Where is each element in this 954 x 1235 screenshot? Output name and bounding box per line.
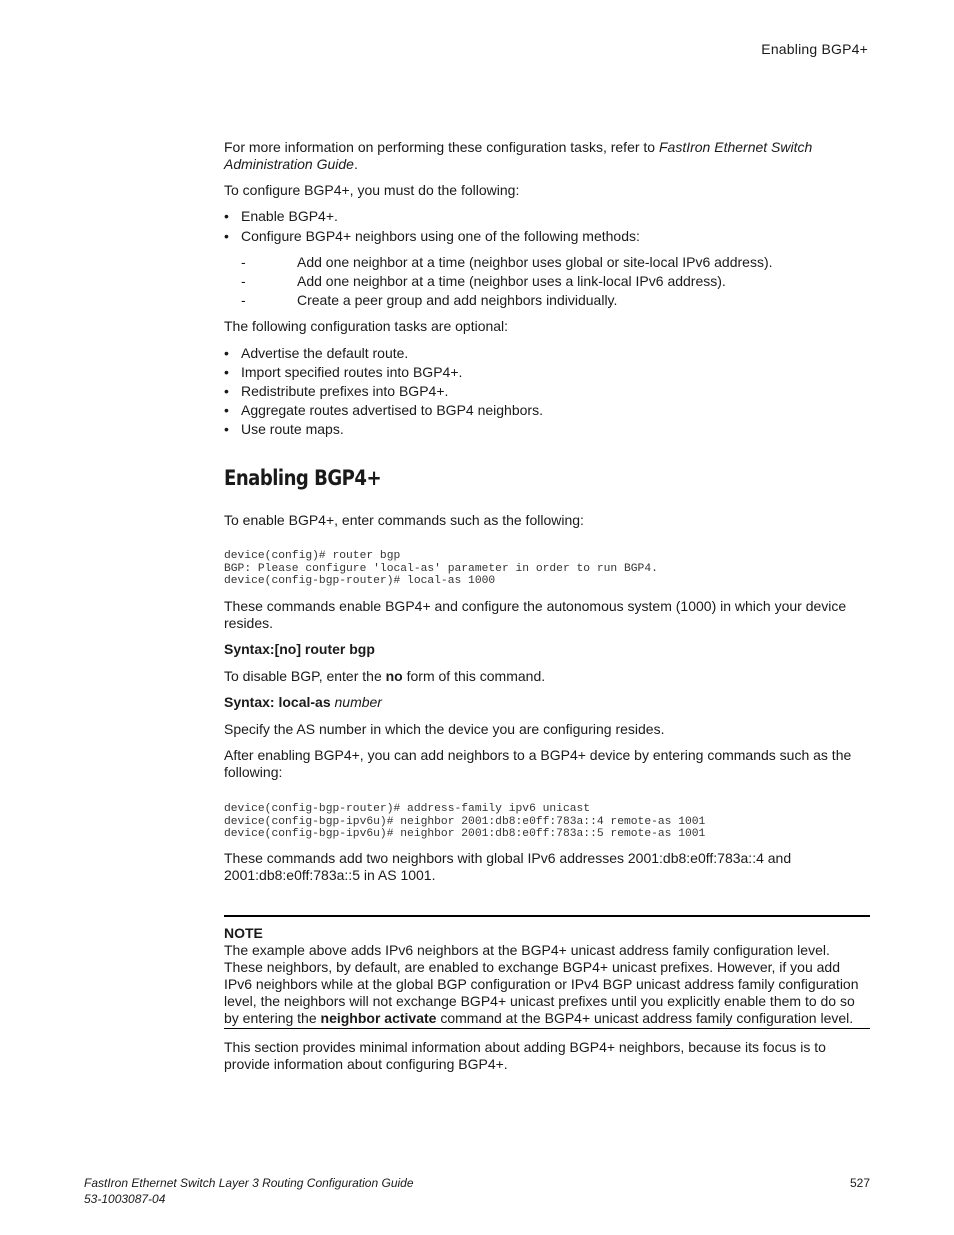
must-do-text: To configure BGP4+, you must do the following: [224, 182, 520, 198]
note-bottom-rule [224, 1028, 870, 1029]
section-title: Enabling BGP4+ [224, 466, 382, 490]
note-top-rule [224, 915, 870, 917]
syntax-router-bgp: Syntax:[no] router bgp [224, 641, 375, 657]
more-info-ref-line2: Administration Guide [224, 156, 354, 172]
code-block-1 [224, 550, 658, 588]
footer-page-number: 527 [849, 1176, 870, 1190]
syntax-local-as: Syntax: local-as number [224, 694, 382, 710]
code-line: device(config)# router bgp [224, 550, 401, 562]
more-info-suffix: . [353, 156, 358, 172]
explain-paragraph-1: These commands enable BGP4+ and configure the autonomous system (1000) in which your device resides. [224, 598, 847, 631]
code-line: device(config-bgp-router)# local-as 1000 [224, 575, 496, 588]
code-line: device(config-bgp-router)# address-family ipv6 unicast [224, 803, 591, 815]
after-enabling-paragraph: After enabling BGP4+, you can add neighbors to a BGP4+ device by entering commands such as the following: [224, 747, 852, 780]
note-body: The example above adds IPv6 neighbors at the BGP4+ unicast address family configuration level. These neighbors, by default, are enabled to exchange BGP4+ unicast prefixes. However, if you add IPv6 neighbors while at the global BGP configuration or IPv4 BGP unicast address family configuration level, the neighbors will not exchange BGP4+ unicast prefixes until you explicitly enable them to do so by entering the neighbor activate command at the BGP4+ unicast address family configuration level. [224, 942, 859, 1026]
code-line: device(config-bgp-ipv6u)# neighbor 2001:db8:e0ff:783a::4 remote-as 1001 [224, 815, 706, 828]
disable-paragraph: To disable BGP, enter the no form of this command. [224, 668, 546, 684]
code-line: BGP: Please configure 'local-as' parameter in order to run BGP4. [224, 562, 658, 575]
code-line: device(config-bgp-ipv6u)# neighbor 2001:db8:e0ff:783a::5 remote-as 1001 [224, 828, 706, 841]
explain-paragraph-2: These commands add two neighbors with global IPv6 addresses 2001:db8:e0ff:783a::4 and 2001:db8:e0ff:783a::5 in AS 1001. [224, 850, 792, 883]
more-info-ref-line1: FastIron Ethernet Switch [658, 139, 813, 155]
enable-intro: To enable BGP4+, enter commands such as the following: [224, 512, 584, 528]
more-info-prefix: For more information on performing these configuration tasks, refer to [224, 139, 659, 155]
running-header: Enabling BGP4+ [761, 41, 868, 57]
closing-paragraph: This section provides minimal information about adding BGP4+ neighbors, because its focus is to provide information about configuring BGP4+. [224, 1039, 826, 1072]
code-block-2 [224, 803, 705, 841]
more-info-paragraph [224, 139, 870, 173]
specify-as-text: Specify the AS number in which the device you are configuring resides. [224, 721, 665, 737]
footer-doc-number: 53-1003087-04 [84, 1192, 166, 1206]
note-label: NOTE [224, 925, 263, 941]
optional-intro: The following configuration tasks are optional: [224, 318, 509, 334]
footer-guide-title: FastIron Ethernet Switch Layer 3 Routing Configuration Guide [84, 1176, 414, 1190]
